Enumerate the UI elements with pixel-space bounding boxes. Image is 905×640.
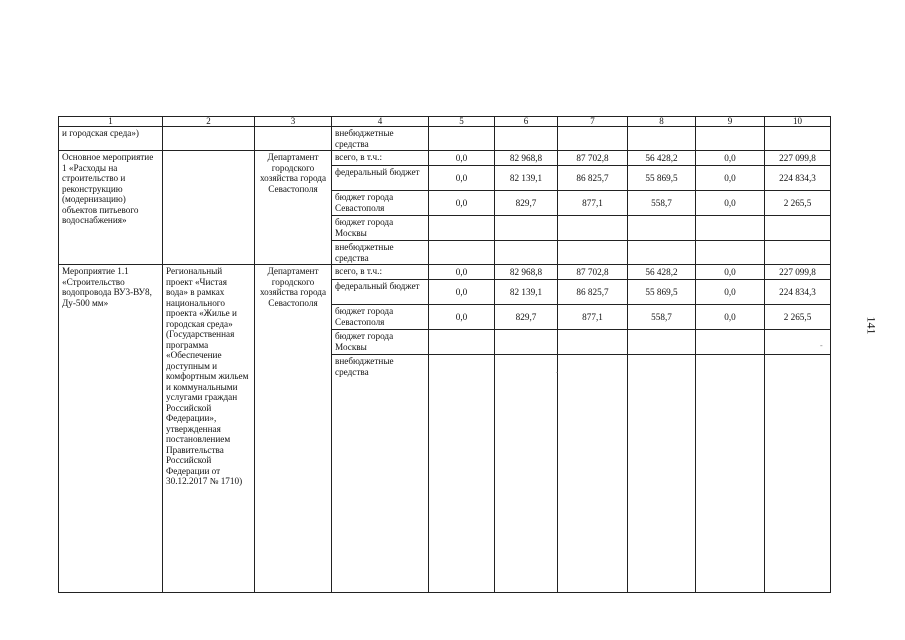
project-cell (163, 151, 255, 265)
col-header-5: 5 (429, 117, 495, 127)
funding-source-cell: бюджет города Москвы (332, 216, 429, 241)
table-row (59, 151, 831, 166)
budget-table (58, 116, 831, 593)
funding-source-cell: федеральный бюджет (332, 166, 429, 191)
value-cell: 0,0 (696, 191, 765, 216)
value-cell: 82 139,1 (495, 166, 558, 191)
col-header-2: 2 (163, 117, 255, 127)
value-cell: 55 869,5 (628, 280, 696, 305)
value-cell: 0,0 (696, 280, 765, 305)
value-cell: 55 869,5 (628, 166, 696, 191)
value-cell: 56 428,2 (628, 151, 696, 166)
value-cell: 56 428,2 (628, 265, 696, 280)
col-header-8: 8 (628, 117, 696, 127)
funding-source-cell: федеральный бюджет (332, 280, 429, 305)
value-cell: 82 968,8 (495, 265, 558, 280)
value-cell: 0,0 (429, 280, 495, 305)
funding-source-cell: внебюджетные средства (332, 127, 429, 151)
value-cell: 227 099,8 (765, 151, 831, 166)
value-cell: 0,0 (696, 305, 765, 330)
col-header-4: 4 (332, 117, 429, 127)
value-cell: 0,0 (429, 166, 495, 191)
col-header-3: 3 (255, 117, 332, 127)
funding-source-cell: внебюджетные средства (332, 355, 429, 593)
value-cell: 227 099,8 (765, 265, 831, 280)
funding-source-cell: внебюджетные средства (332, 241, 429, 265)
value-cell: 0,0 (429, 151, 495, 166)
value-cell: 86 825,7 (558, 166, 628, 191)
value-cell: 87 702,8 (558, 151, 628, 166)
value-cell: 87 702,8 (558, 265, 628, 280)
value-cell: 2 265,5 (765, 305, 831, 330)
value-cell: 0,0 (429, 265, 495, 280)
col-header-6: 6 (495, 117, 558, 127)
funding-source-cell: бюджет города Севастополя (332, 305, 429, 330)
col-header-7: 7 (558, 117, 628, 127)
activity-name-cell: Мероприятие 1.1 «Строительство водопровода ВУ3-ВУ8, Ду-500 мм» (59, 265, 163, 593)
funding-source-cell: бюджет города Севастополя (332, 191, 429, 216)
stray-mark: - (820, 341, 823, 350)
executor-cell: Департамент городского хозяйства города Севастополя (255, 265, 332, 593)
value-cell: 0,0 (696, 265, 765, 280)
value-cell: 86 825,7 (558, 280, 628, 305)
column-header-row (59, 117, 831, 127)
value-cell: 0,0 (696, 151, 765, 166)
table-row (59, 265, 831, 280)
value-cell: 0,0 (429, 191, 495, 216)
value-cell: 2 265,5 (765, 191, 831, 216)
value-cell: 558,7 (628, 191, 696, 216)
value-cell: 82 139,1 (495, 280, 558, 305)
funding-source-cell: бюджет города Москвы (332, 330, 429, 355)
activity-name-cell: Основное мероприятие 1 «Расходы на строительство и реконструкцию (модернизацию) объектов питьевого водоснабжения» (59, 151, 163, 265)
project-cell: Региональный проект «Чистая вода» в рамках национального проекта «Жилье и городская среда» (Государственная программа «Обеспечение доступным и комфортным жильем и коммунальными услугами граждан Российской Федерации», утвержденная постановлением Правительства Российской Федерации от 30.12.2017 № 1710) (163, 265, 255, 593)
value-cell: 0,0 (429, 305, 495, 330)
stray-mark: . (556, 366, 558, 375)
value-cell: 224 834,3 (765, 280, 831, 305)
value-cell: 224 834,3 (765, 166, 831, 191)
value-cell: 877,1 (558, 191, 628, 216)
funding-source-cell: всего, в т.ч.: (332, 265, 429, 280)
value-cell: 829,7 (495, 191, 558, 216)
executor-cell: Департамент городского хозяйства города Севастополя (255, 151, 332, 265)
continued-name-cell: и городская среда») (59, 127, 163, 151)
value-cell: 877,1 (558, 305, 628, 330)
value-cell: 558,7 (628, 305, 696, 330)
page-number: 141 (864, 316, 879, 335)
funding-source-cell: всего, в т.ч.: (332, 151, 429, 166)
value-cell: 82 968,8 (495, 151, 558, 166)
col-header-10: 10 (765, 117, 831, 127)
value-cell: 0,0 (696, 166, 765, 191)
continuation-row (59, 127, 831, 151)
col-header-9: 9 (696, 117, 765, 127)
value-cell: 829,7 (495, 305, 558, 330)
col-header-1: 1 (59, 117, 163, 127)
